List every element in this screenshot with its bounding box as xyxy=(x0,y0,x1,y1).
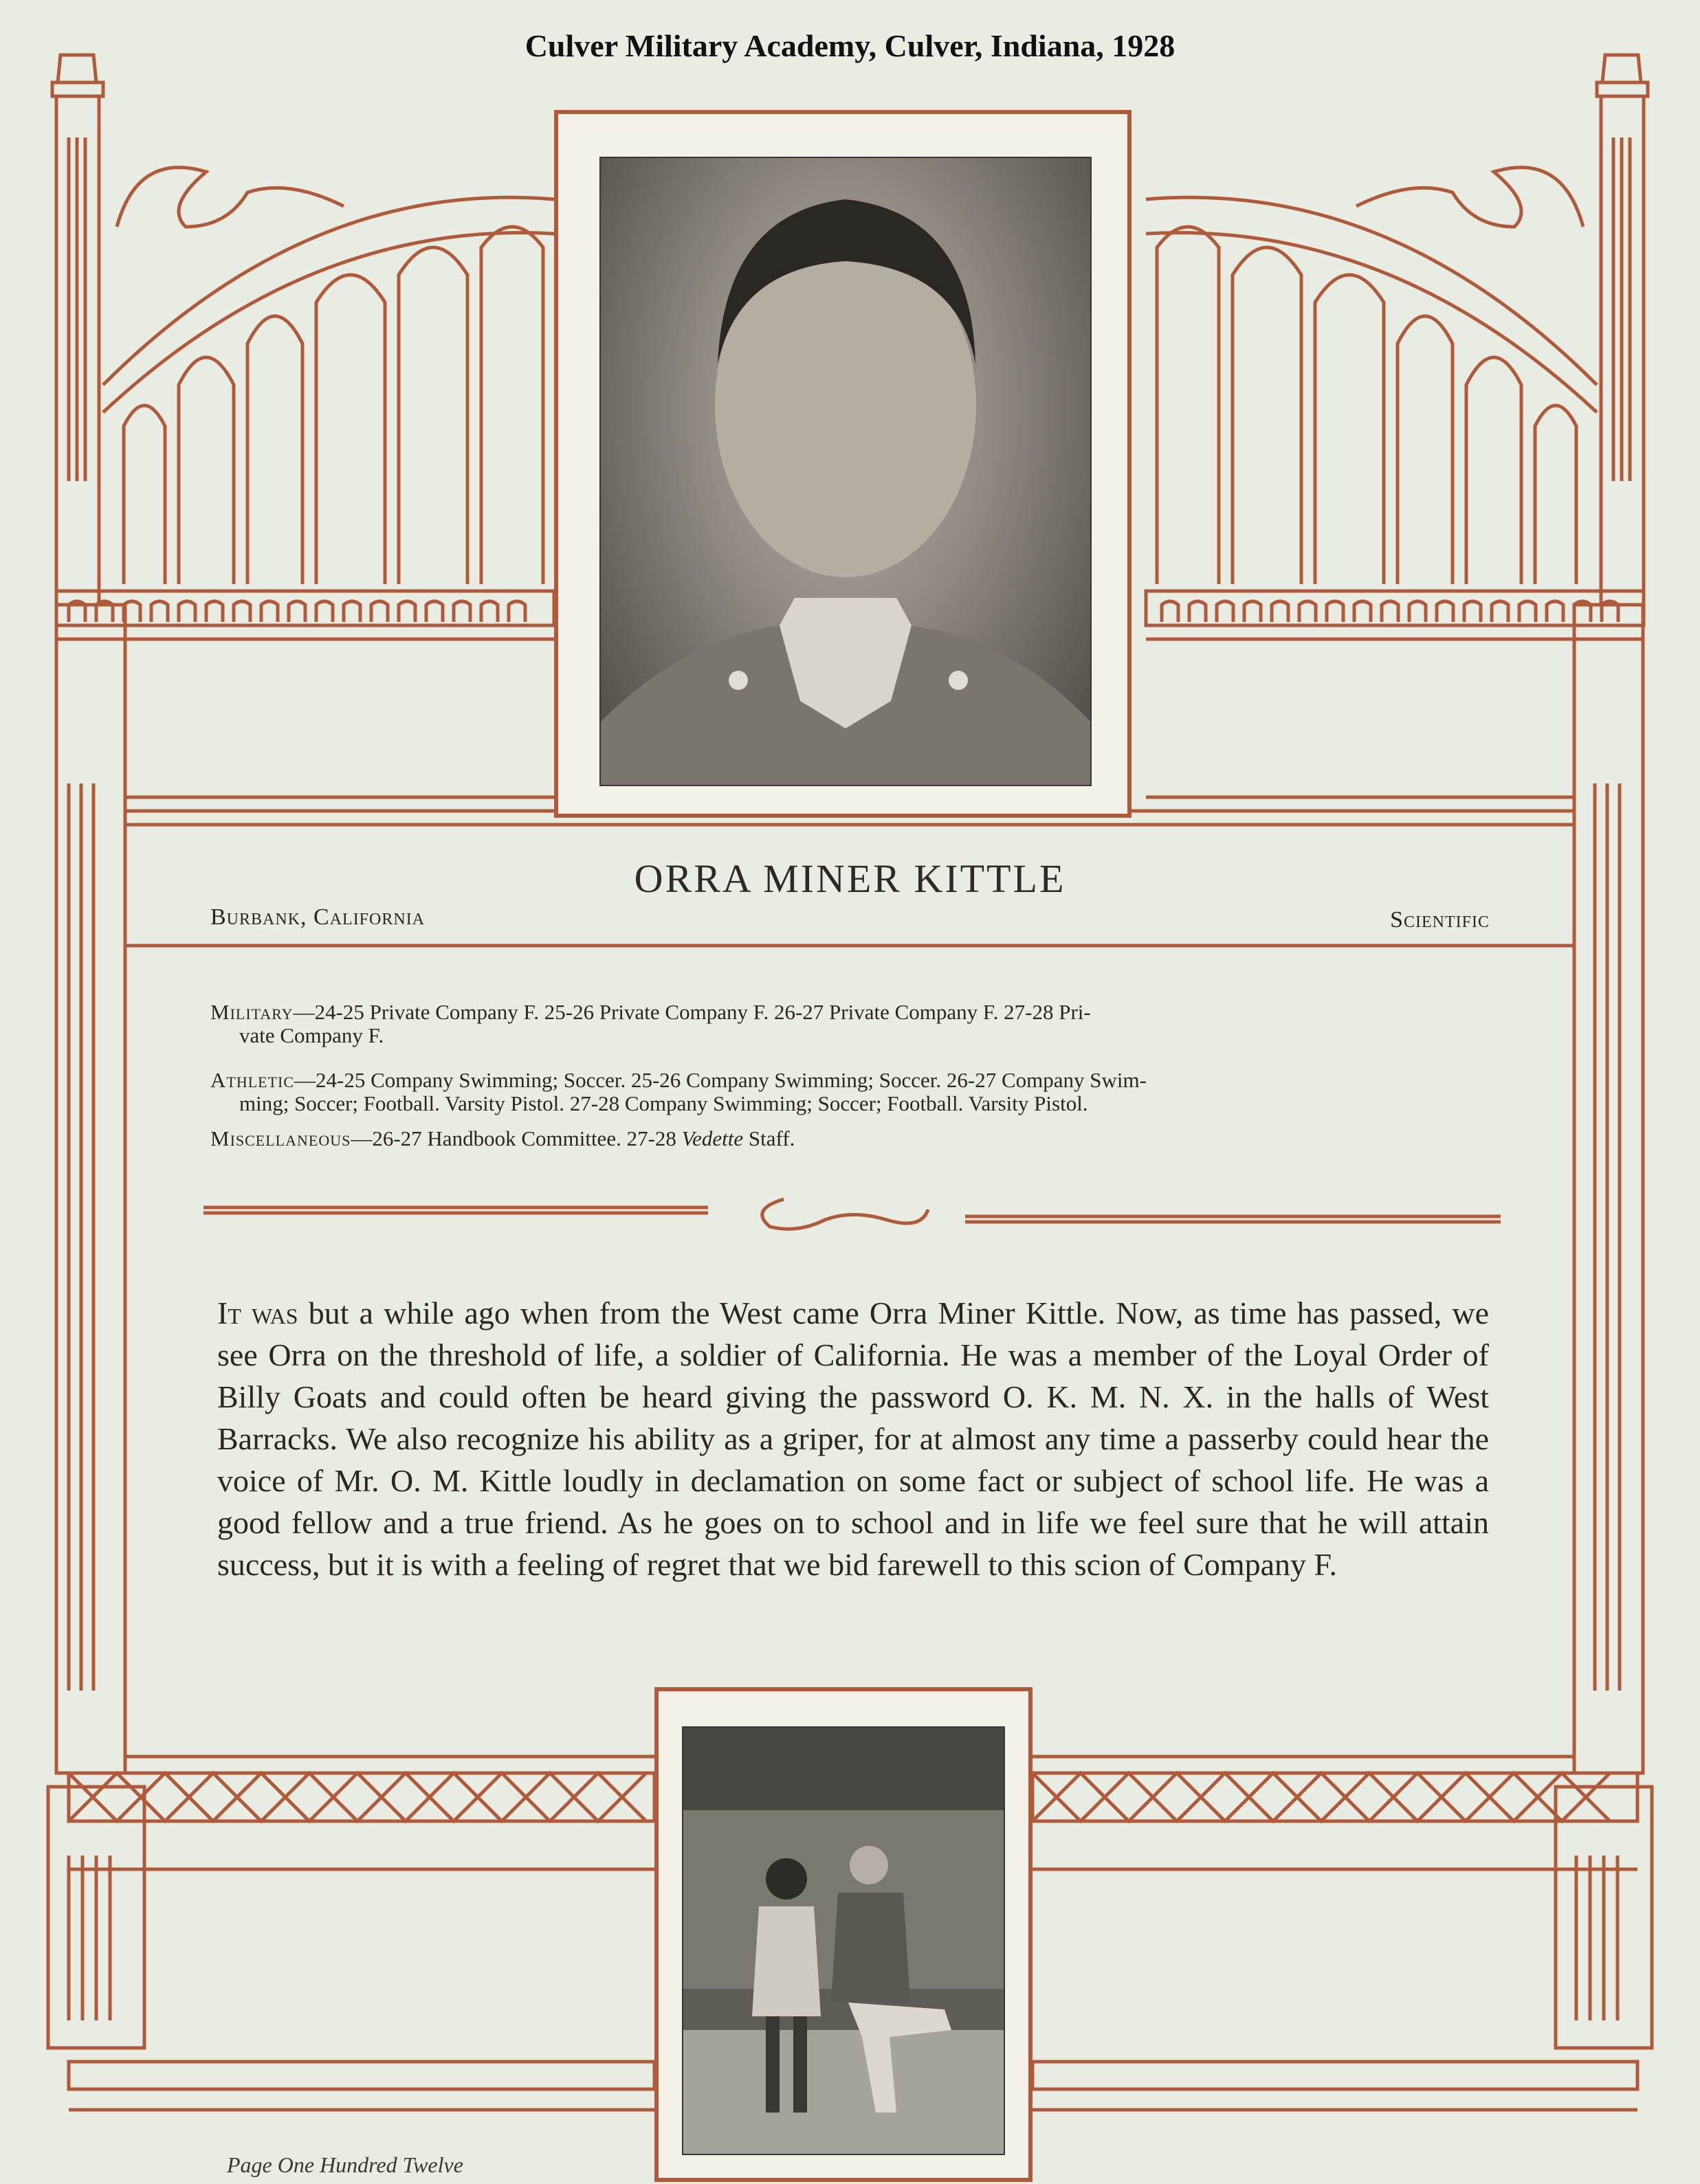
page-number: Page One Hundred Twelve xyxy=(227,2152,463,2177)
snapshot-photo xyxy=(682,1726,1005,2155)
record-misc-italic: Vedette xyxy=(681,1126,744,1150)
cadet-name: ORRA MINER KITTLE xyxy=(634,856,1066,901)
record-misc-label: Miscellaneous xyxy=(210,1126,351,1150)
biography-body: but a while ago when from the West came Orra Miner Kittle. Now, as time has passed, we see Orra on the threshold of life, a soldier of California. He was a member of the Loyal Order of Billy Goats and could often be heard giving the password O. K. M. N. X. in the halls of West Barracks. We also recognize his ability as a griper, for at almost any time a passerby could hear the voice of Mr. O. M. Kittle loudly in declamation on some fact or subject of school life. He was a good fellow and a true friend. As he goes on to school and in life we feel sure that he will attain success, but it is with a feeling of regret that we bid farewell to this scion of Company F. xyxy=(217,1295,1489,1582)
biography-lead: It was xyxy=(217,1295,298,1330)
snapshot-figures xyxy=(683,1728,1004,2154)
record-athletic xyxy=(210,1069,1490,1115)
portrait-figure xyxy=(601,158,1090,785)
record-athletic-text: —24-25 Company Swimming; Soccer. 25-26 Company Swimming; Soccer. 26-27 Company Swim- xyxy=(294,1068,1147,1092)
biography-text xyxy=(217,1292,1489,1585)
right-scroll xyxy=(1356,168,1583,227)
record-military-text: —24-25 Private Company F. 25-26 Private Company F. 26-27 Private Company F. 27-28 Pri- xyxy=(293,1000,1091,1024)
record-misc-end: Staff. xyxy=(743,1126,795,1150)
record-military xyxy=(210,1001,1490,1047)
page-header-title: Culver Military Academy, Culver, Indiana, 1928 xyxy=(525,28,1175,63)
record-military-label: Military xyxy=(210,1000,294,1024)
record-military-text-cont: vate Company F. xyxy=(239,1023,384,1047)
record-miscellaneous xyxy=(210,1127,1490,1150)
record-athletic-label: Athletic xyxy=(210,1068,295,1092)
hometown: Burbank, California xyxy=(210,904,426,930)
record-misc-text: —26-27 Handbook Committee. 27-28 xyxy=(351,1126,682,1150)
left-scroll xyxy=(117,168,344,227)
divider-flourish xyxy=(762,1199,928,1229)
left-post-lower xyxy=(56,605,125,1773)
record-athletic-text-cont: ming; Soccer; Football. Varsity Pistol. 27-28 Company Swimming; Soccer; Football. Varsity Pistol. xyxy=(239,1091,1088,1115)
portrait-photo xyxy=(599,157,1092,786)
course-of-study: Scientific xyxy=(1390,907,1490,933)
